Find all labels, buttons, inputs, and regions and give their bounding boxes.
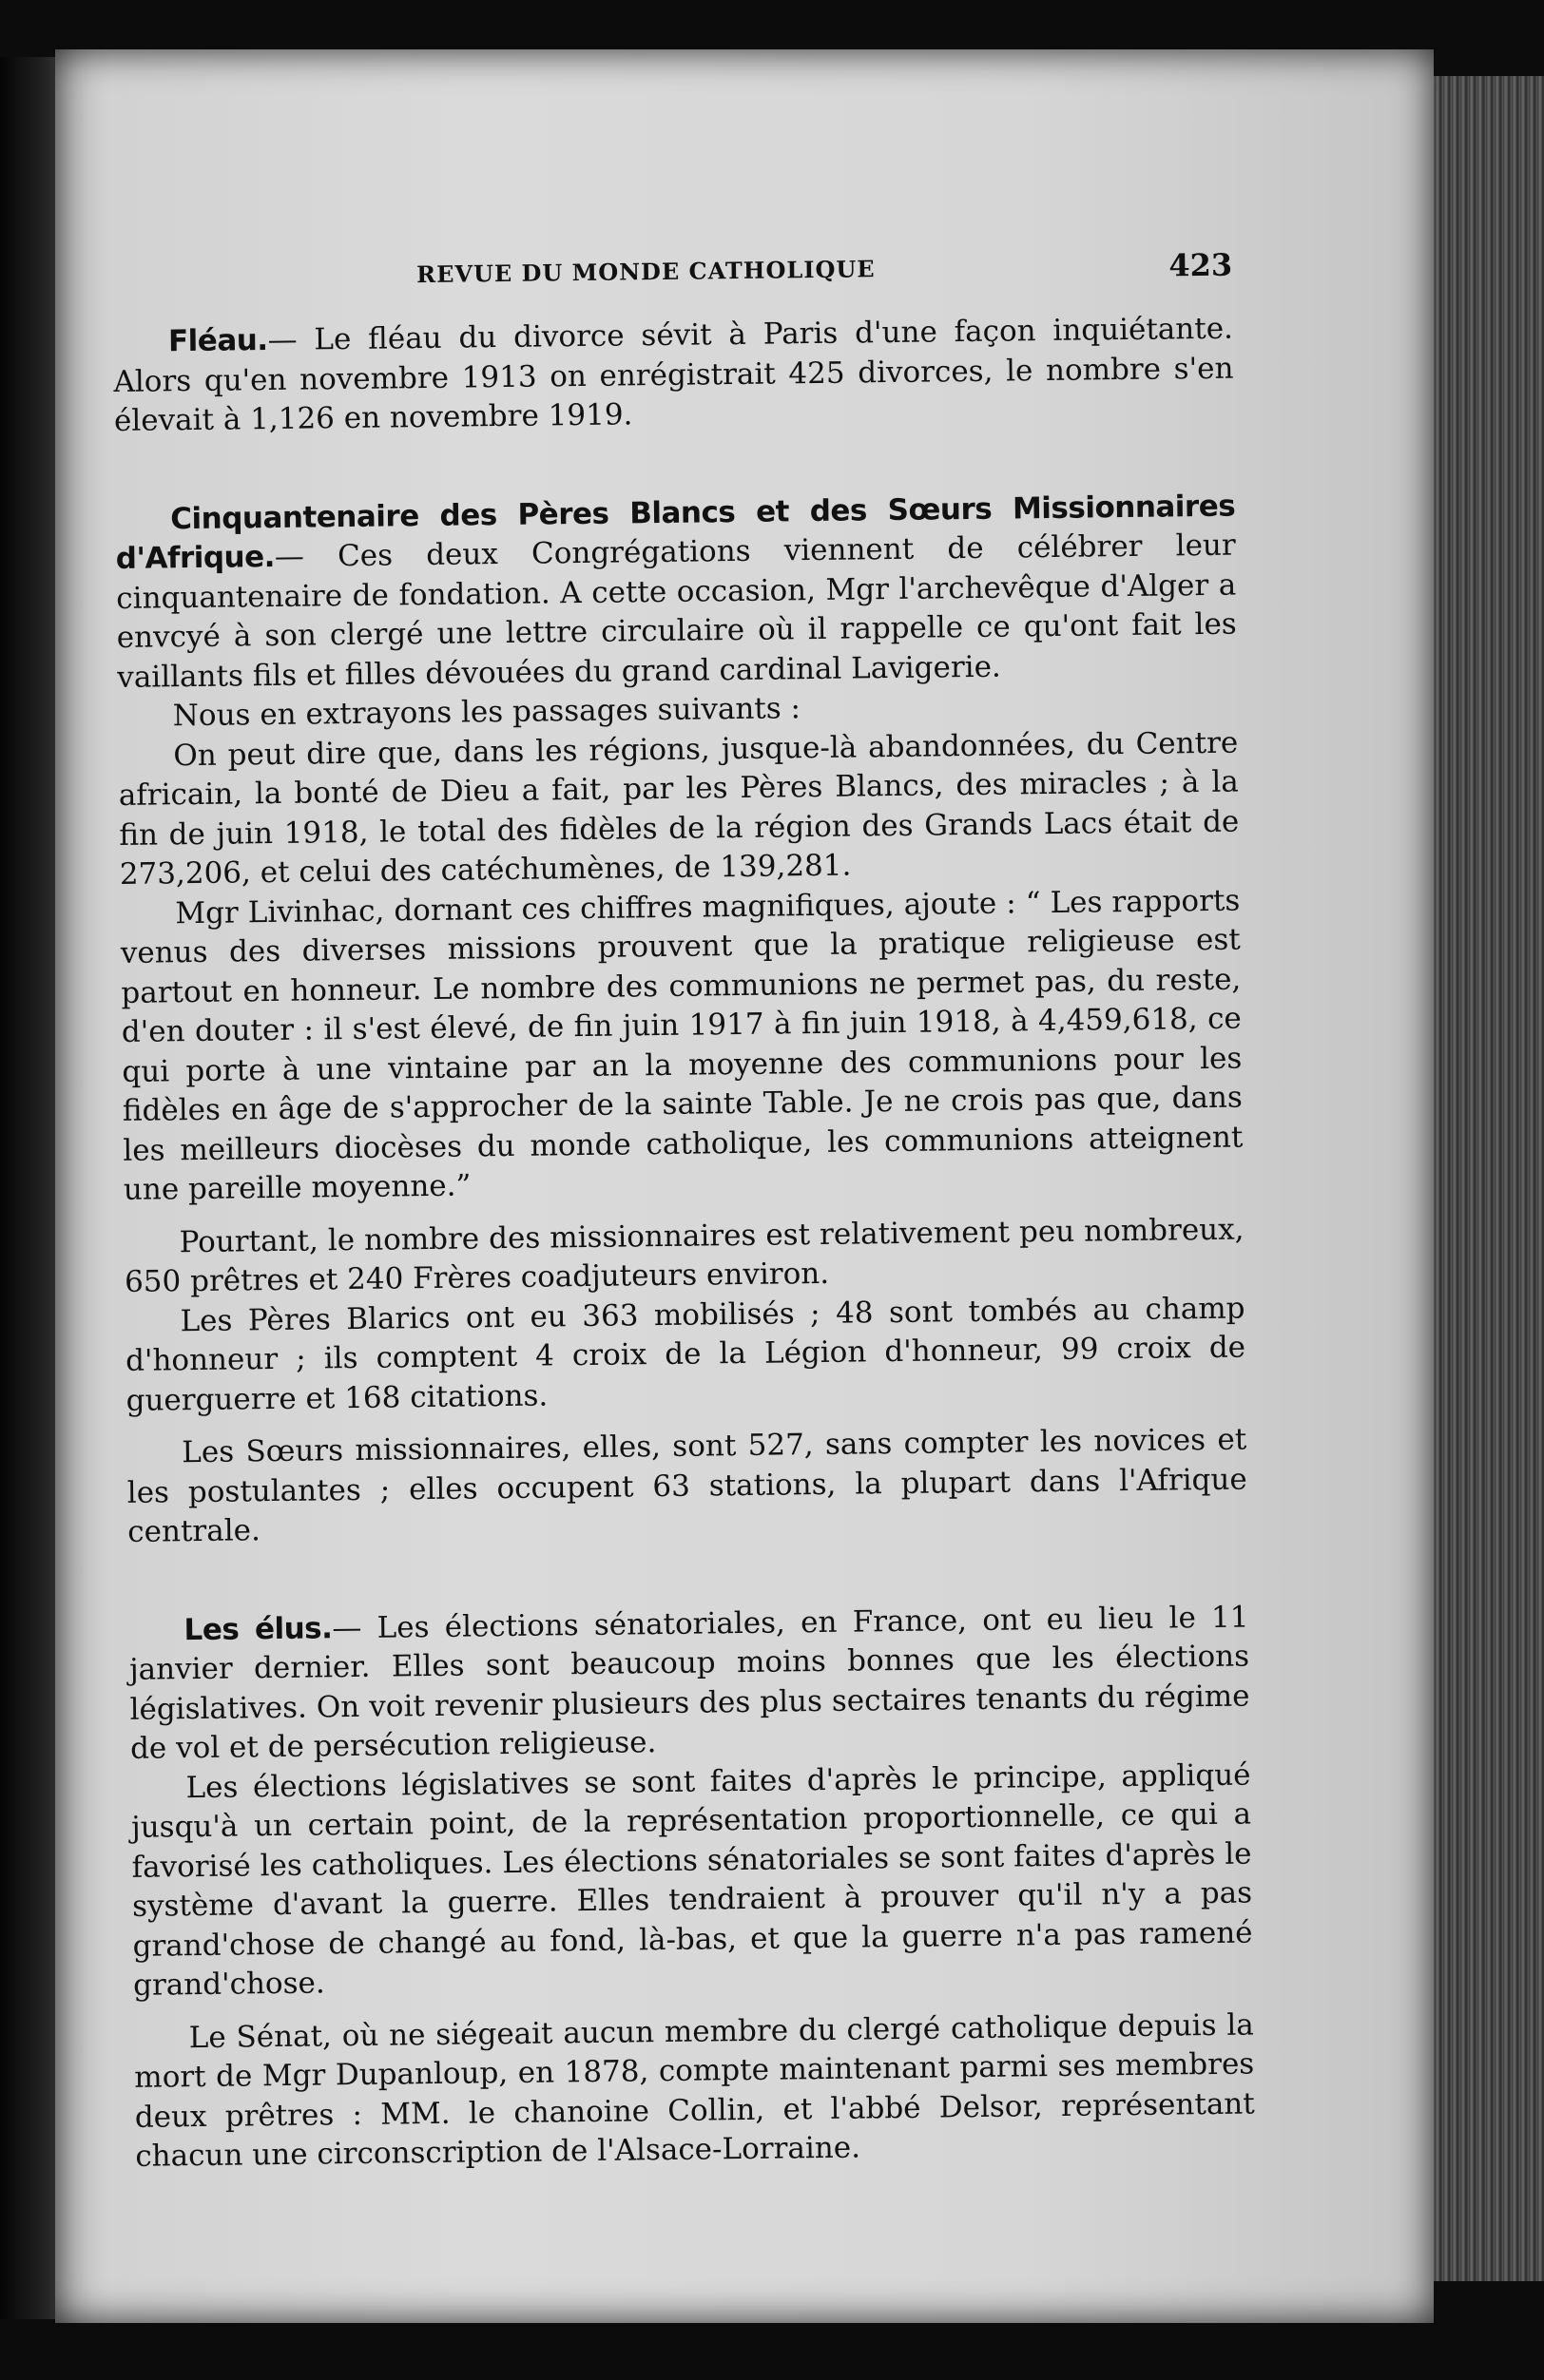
paragraph: Les Pères Blarics ont eu 363 mobilisés ; 48 sont tombés au champ d'honneur ; ils comptent 4 croix de la Légion d'honneur, 99 croix de guerguerre et 168 citations. xyxy=(125,1291,1246,1418)
paragraph: Les Sœurs missionnaires, elles, sont 527, sans compter les novices et les postulantes ; elles occupent 63 stations, la plupart dans l'Afrique centrale. xyxy=(126,1422,1247,1549)
section-lead-fleau: Fléau. xyxy=(167,323,268,359)
page-edges xyxy=(1426,76,1544,2281)
paragraph: Les élections législatives se sont faites d'après le principe, appliqué jusqu'à un certain point, de la représentation proportionnelle, ce qui a favorisé les catholiques. Les élections sénatoriales se sont faites d'après le système d'avant la guerre. Elles tendraient à prouver qu'il n'y a pas grand'chose de changé au fond, là-bas, et que la guerre n'a pas ramené grand'chose. xyxy=(130,1756,1253,2003)
paragraph-cinquantenaire xyxy=(115,487,1237,698)
paragraph-text: — Les élections sénatoriales, en France, ont eu lieu le 11 janvier dernier. Elles sont beaucoup moins bonnes que les élections législatives. On voit revenir plusieurs des plus sectaires tenants du régime de vol et de persécution religieuse. xyxy=(128,1600,1250,1766)
paragraph: Mgr Livinhac, dornant ces chiffres magnifiques, ajoute : “ Les rapports venus des diverses missions prouvent que la pratique religieuse est partout en honneur. Le nombre des communions ne permet pas, du reste, d'en douter : il s'est élevé, de fin juin 1917 à fin juin 1918, à 4,459,618, ce qui porte à une vintaine par an la moyenne des communions pour les fidèles en âge de s'approcher de la sainte Table. Je ne crois pas que, dans les meilleurs diocèses du monde catholique, les communions atteignent une pareille moyenne.” xyxy=(120,883,1244,1207)
section-lead-elus: Les élus. xyxy=(183,1610,333,1647)
paragraph: Pourtant, le nombre des missionnaires est relativement peu nombreux, 650 prêtres et 240 Frères coadjuteurs environ. xyxy=(124,1212,1245,1299)
page-number: 423 xyxy=(1168,246,1233,284)
paragraph: On peut dire que, dans les régions, jusque-là abandonnées, du Centre africain, la bonté de Dieu a fait, par les Pères Blancs, des miracles ; à la fin de juin 1918, le total des fidèles de la région des Grands Lacs était de 273,206, et celui des catéchumènes, de 139,281. xyxy=(118,725,1240,892)
paragraph-elus xyxy=(128,1598,1250,1769)
running-title: REVUE DU MONDE CATHOLIQUE xyxy=(415,255,876,289)
paragraph-text: — Le fléau du divorce sévit à Paris d'une façon inquiétante. Alors qu'en novembre 1913 on enrégistrait 425 divorces, le nombre s'en élevait à 1,126 en novembre 1919. xyxy=(113,311,1234,438)
section-lead-cinquantenaire: Cinquantenaire des Pères Blancs et des Sœurs Missionnaires d'Afrique. xyxy=(115,489,1236,576)
paragraph: Nous en extrayons les passages suivants : xyxy=(172,691,801,734)
paragraph: Le Sénat, où ne siégeait aucun membre du clergé catholique depuis la mort de Mgr Dupanloup, en 1878, compte maintenant parmi ses membres deux prêtres : MM. le chanoine Collin, et l'abbé Delsor, représentant chacun une circonscription de l'Alsace-Lorraine. xyxy=(134,2006,1255,2174)
paragraph-text: — Ces deux Congrégations viennent de célébrer leur cinquantenaire de fondation. A cette occasion, Mgr l'archevêque d'Alger a envcyé à son clergé une lettre circulaire où il rappelle ce qu'ont fait les vaillants fils et filles dévouées du grand cardinal Lavigerie. xyxy=(116,528,1237,695)
paragraph-fleau xyxy=(113,310,1234,442)
page-text xyxy=(112,246,1255,2178)
